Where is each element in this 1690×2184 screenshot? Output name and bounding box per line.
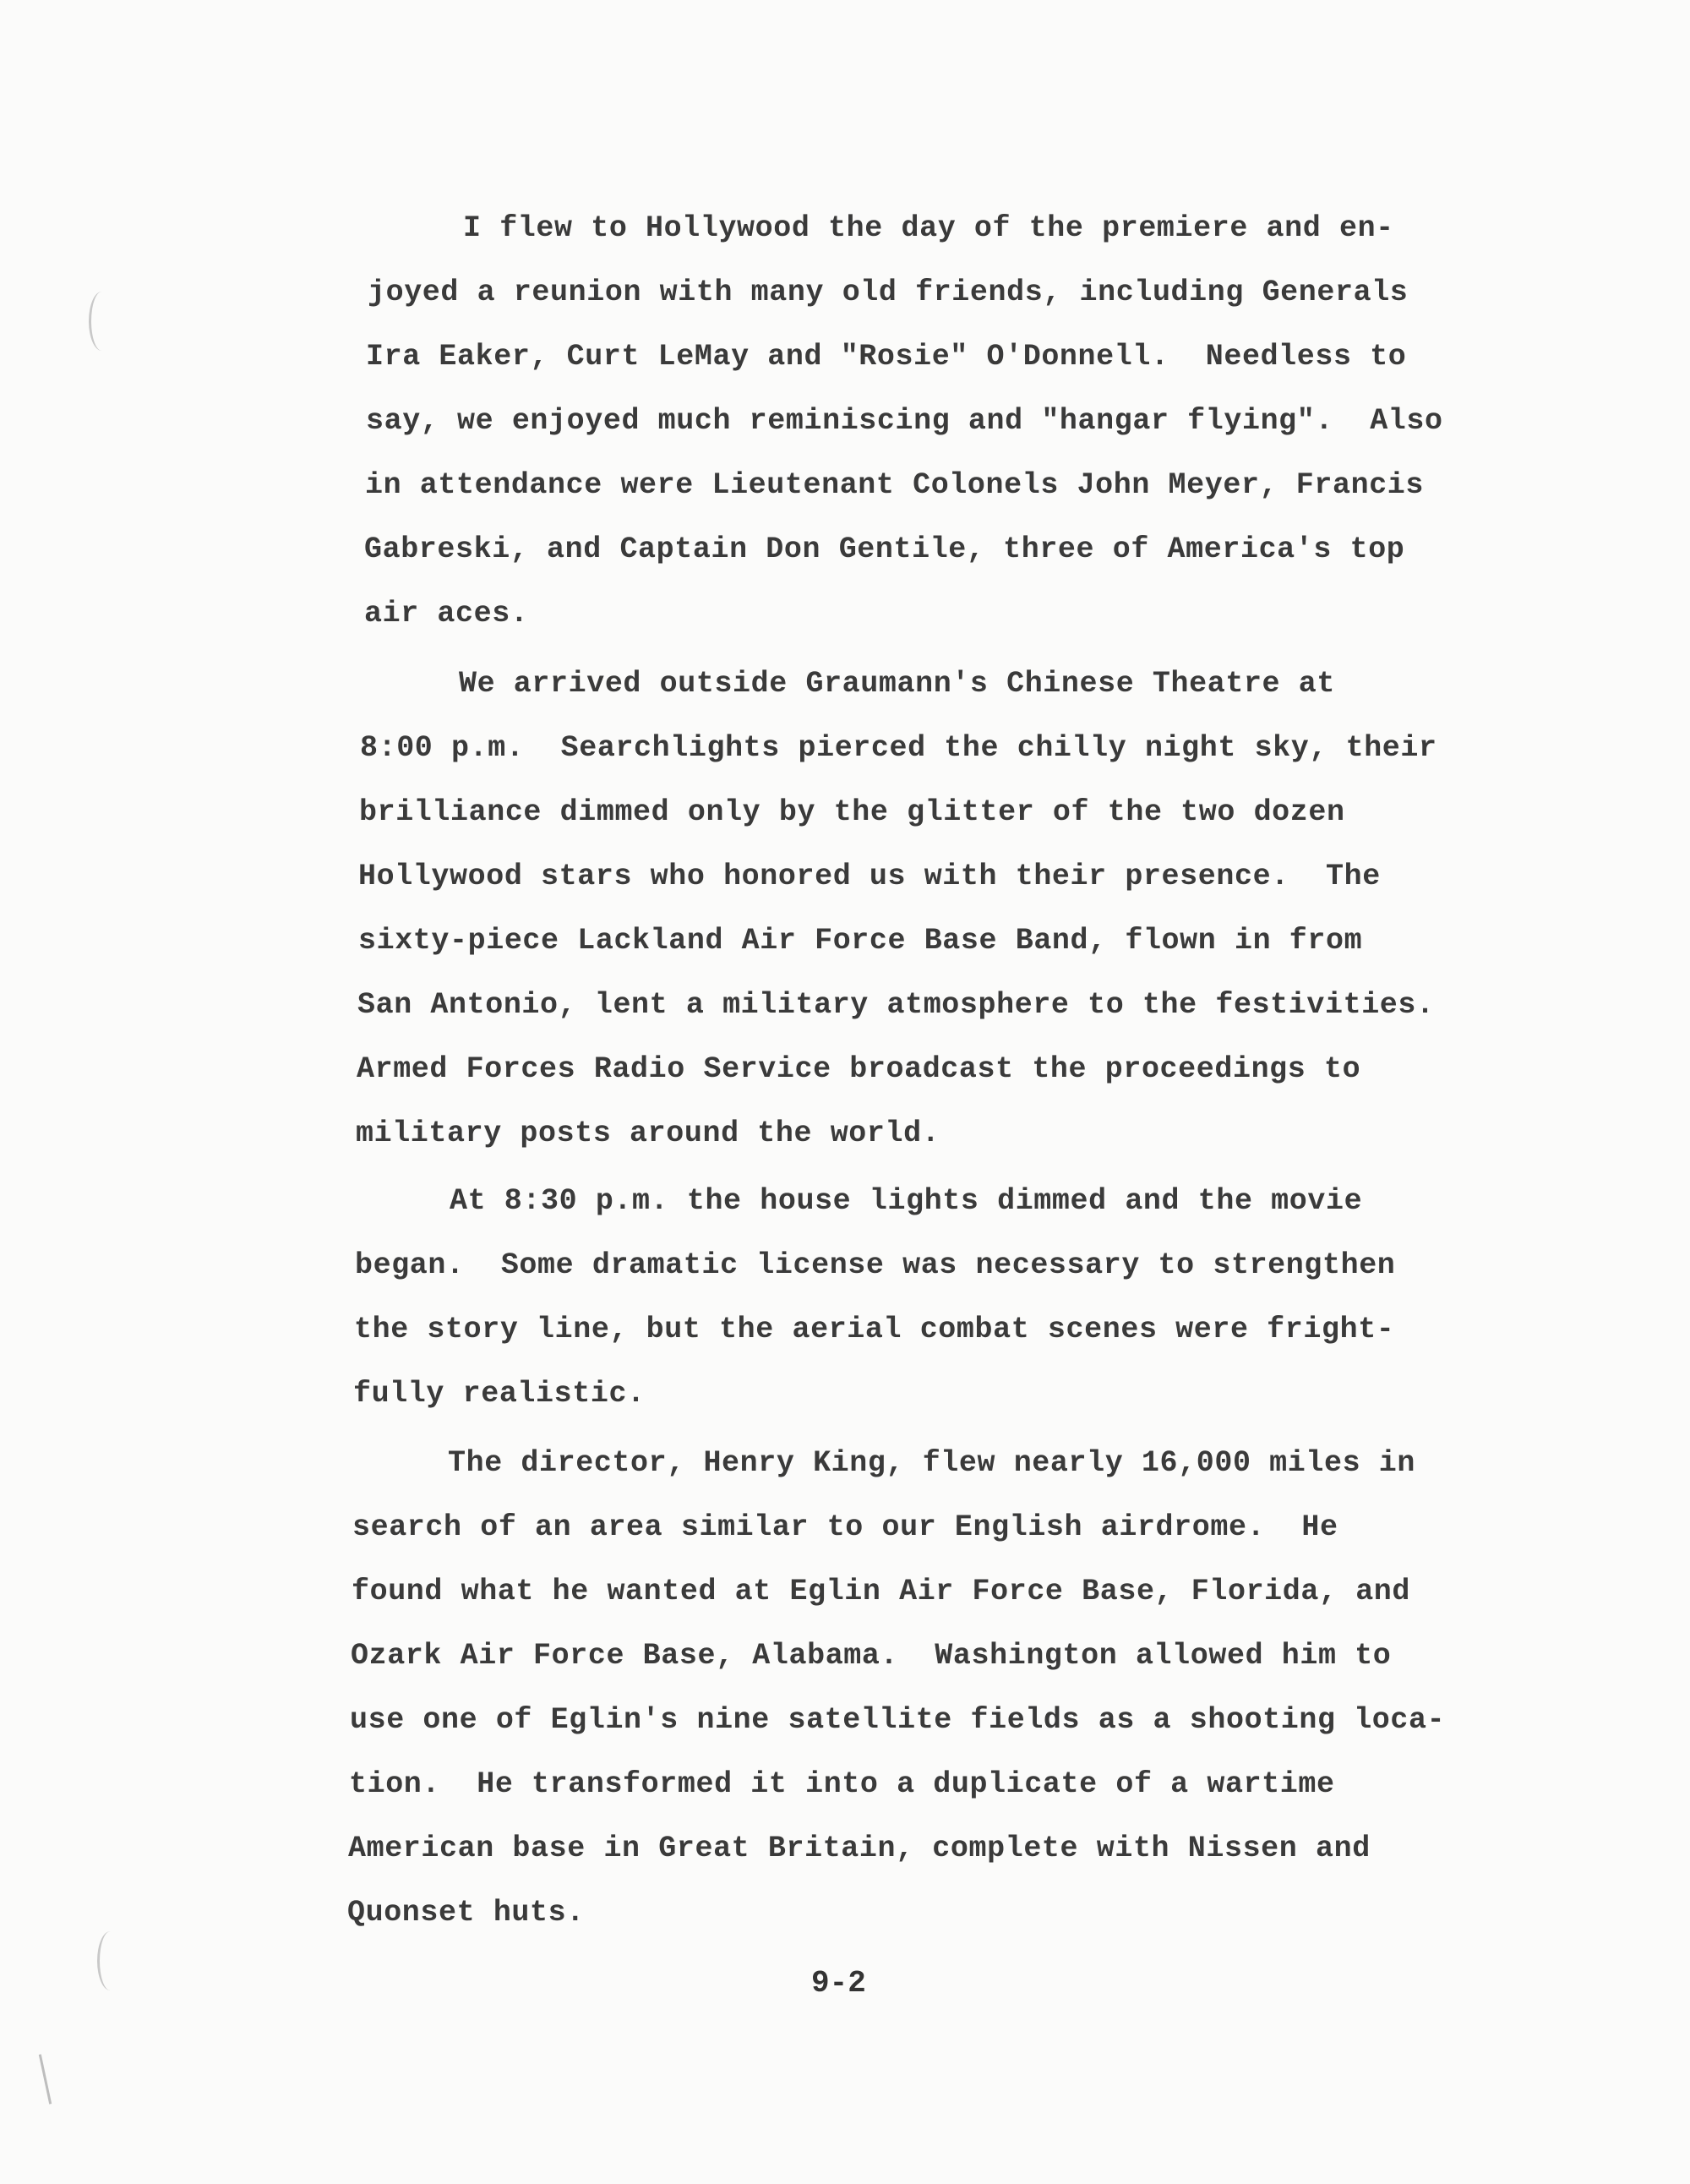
text-line: brilliance dimmed only by the glitter of the two dozen: [359, 795, 1345, 829]
page-edge-mark: [39, 2054, 52, 2104]
text-line: Quonset huts.: [347, 1896, 585, 1930]
text-line: Gabreski, and Captain Don Gentile, three of America's top: [364, 532, 1405, 566]
text-line: say, we enjoyed much reminiscing and "hangar flying". Also: [366, 404, 1443, 438]
text-line: tion. He transformed it into a duplicate of a wartime: [349, 1767, 1335, 1801]
text-line: San Antonio, lent a military atmosphere to the festivities.: [357, 988, 1435, 1022]
text-line: At 8:30 p.m. the house lights dimmed and the movie: [450, 1184, 1363, 1218]
text-line: 8:00 p.m. Searchlights pierced the chilly night sky, their: [360, 731, 1437, 765]
text-line: military posts around the world.: [356, 1117, 940, 1150]
binder-hole-mark: [89, 292, 115, 351]
text-line: Ozark Air Force Base, Alabama. Washington allowed him to: [351, 1639, 1392, 1673]
text-line: Hollywood stars who honored us with their presence. The: [358, 860, 1381, 893]
text-line: search of an area similar to our English airdrome. He: [352, 1510, 1338, 1544]
binder-hole-mark: [97, 1931, 123, 1990]
text-line: I flew to Hollywood the day of the premiere and en-: [463, 211, 1394, 245]
text-line: joyed a reunion with many old friends, including Generals: [368, 276, 1409, 309]
text-line: in attendance were Lieutenant Colonels John Meyer, Francis: [365, 468, 1424, 502]
text-line: found what he wanted at Eglin Air Force Base, Florida, and: [352, 1575, 1410, 1608]
text-line: began. Some dramatic license was necessary to strengthen: [355, 1248, 1396, 1282]
text-line: air aces.: [364, 597, 529, 631]
text-line: American base in Great Britain, complete with Nissen and: [348, 1832, 1371, 1865]
text-line: use one of Eglin's nine satellite fields as a shooting loca-: [350, 1703, 1446, 1737]
text-line: Armed Forces Radio Service broadcast the proceedings to: [357, 1052, 1361, 1086]
text-line: Ira Eaker, Curt LeMay and "Rosie" O'Donnell. Needless to: [366, 340, 1407, 374]
text-line: the story line, but the aerial combat scenes were fright-: [354, 1313, 1395, 1346]
text-line: The director, Henry King, flew nearly 16,000 miles in: [448, 1446, 1415, 1480]
text-line: sixty-piece Lackland Air Force Base Band, flown in from: [358, 924, 1363, 958]
text-line: We arrived outside Graumann's Chinese Theatre at: [459, 667, 1335, 701]
page-number: 9-2: [811, 1966, 866, 2001]
text-line: fully realistic.: [353, 1377, 646, 1411]
